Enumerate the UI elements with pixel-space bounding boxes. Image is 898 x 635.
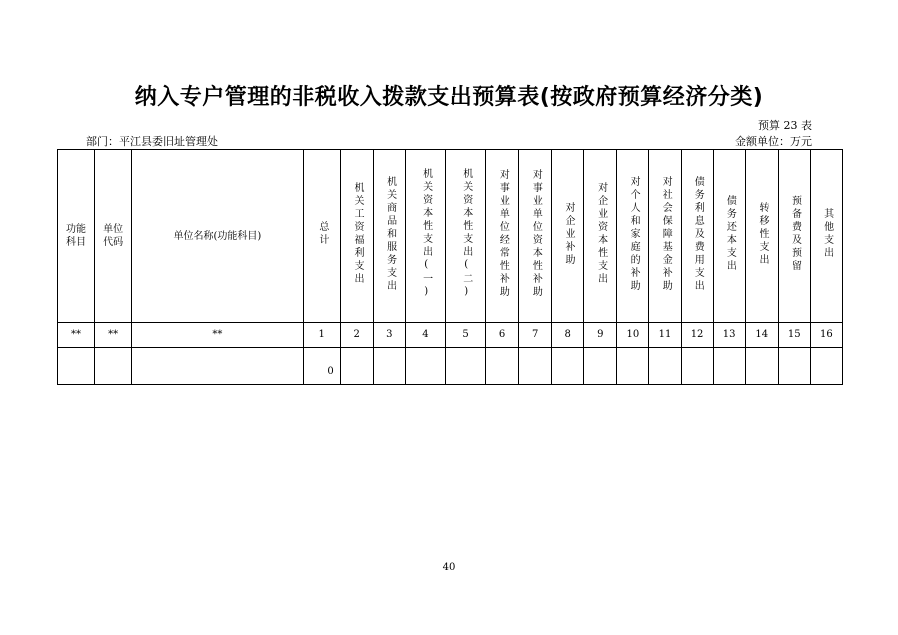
- header-col-3: 机关商品和服务支出: [373, 150, 405, 323]
- data-cell: [95, 348, 132, 385]
- header-unit-name: 单位名称(功能科目): [132, 150, 303, 323]
- header-col-6: 对事业单位经常性补助: [486, 150, 519, 323]
- index-cell: 1: [303, 323, 340, 348]
- data-cell: [132, 348, 303, 385]
- data-cell: [713, 348, 745, 385]
- index-cell: 12: [681, 323, 713, 348]
- index-cell: 3: [373, 323, 405, 348]
- budget-table: [57, 149, 843, 385]
- page-number: 40: [442, 562, 456, 573]
- header-col-9: 对企业资本性支出: [584, 150, 617, 323]
- header-unit-code: 单位代码: [95, 150, 132, 323]
- header-col-5: 机关资本性支出(二): [445, 150, 485, 323]
- index-cell: **: [58, 323, 95, 348]
- index-cell: **: [95, 323, 132, 348]
- index-cell: 16: [810, 323, 842, 348]
- data-cell: [649, 348, 681, 385]
- index-cell: 2: [340, 323, 373, 348]
- form-number: 预算 23 表: [758, 119, 812, 132]
- data-cell: [584, 348, 617, 385]
- header-col-13: 债务还本支出: [713, 150, 745, 323]
- table-row: [58, 348, 843, 385]
- data-cell: [617, 348, 649, 385]
- header-col-12: 债务利息及费用支出: [681, 150, 713, 323]
- page-title: 纳入专户管理的非税收入拨款支出预算表(按政府预算经济分类): [134, 85, 764, 110]
- header-total: 总计: [303, 150, 340, 323]
- header-col-7: 对事业单位资本性补助: [519, 150, 552, 323]
- index-cell: 8: [552, 323, 584, 348]
- index-cell: 11: [649, 323, 681, 348]
- header-func-subject: 功能科目: [58, 150, 95, 323]
- header-col-11: 对社会保障基金补助: [649, 150, 681, 323]
- data-cell: [810, 348, 842, 385]
- index-cell: **: [132, 323, 303, 348]
- data-cell: [486, 348, 519, 385]
- index-cell: 9: [584, 323, 617, 348]
- total-value-cell: 0: [303, 348, 340, 385]
- header-col-16: 其他支出: [810, 150, 842, 323]
- data-cell: [519, 348, 552, 385]
- data-cell: [778, 348, 810, 385]
- header-col-2: 机关工资福利支出: [340, 150, 373, 323]
- index-cell: 4: [405, 323, 445, 348]
- index-cell: 7: [519, 323, 552, 348]
- index-cell: 13: [713, 323, 745, 348]
- data-cell: [340, 348, 373, 385]
- data-cell: [58, 348, 95, 385]
- index-cell: 14: [745, 323, 778, 348]
- index-cell: 10: [617, 323, 649, 348]
- header-col-8: 对企业补助: [552, 150, 584, 323]
- index-cell: 15: [778, 323, 810, 348]
- data-cell: [373, 348, 405, 385]
- index-row: [58, 323, 843, 348]
- header-row: [58, 150, 843, 323]
- data-cell: [681, 348, 713, 385]
- header-col-10: 对个人和家庭的补助: [617, 150, 649, 323]
- index-cell: 5: [445, 323, 485, 348]
- header-col-15: 预备费及预留: [778, 150, 810, 323]
- header-col-14: 转移性支出: [745, 150, 778, 323]
- index-cell: 6: [486, 323, 519, 348]
- data-cell: [552, 348, 584, 385]
- header-col-4: 机关资本性支出(一): [405, 150, 445, 323]
- amount-unit-label: 金额单位：万元: [735, 135, 812, 148]
- data-cell: [405, 348, 445, 385]
- data-cell: [745, 348, 778, 385]
- data-cell: [445, 348, 485, 385]
- department-label: 部门：平江县委旧址管理处: [86, 135, 218, 148]
